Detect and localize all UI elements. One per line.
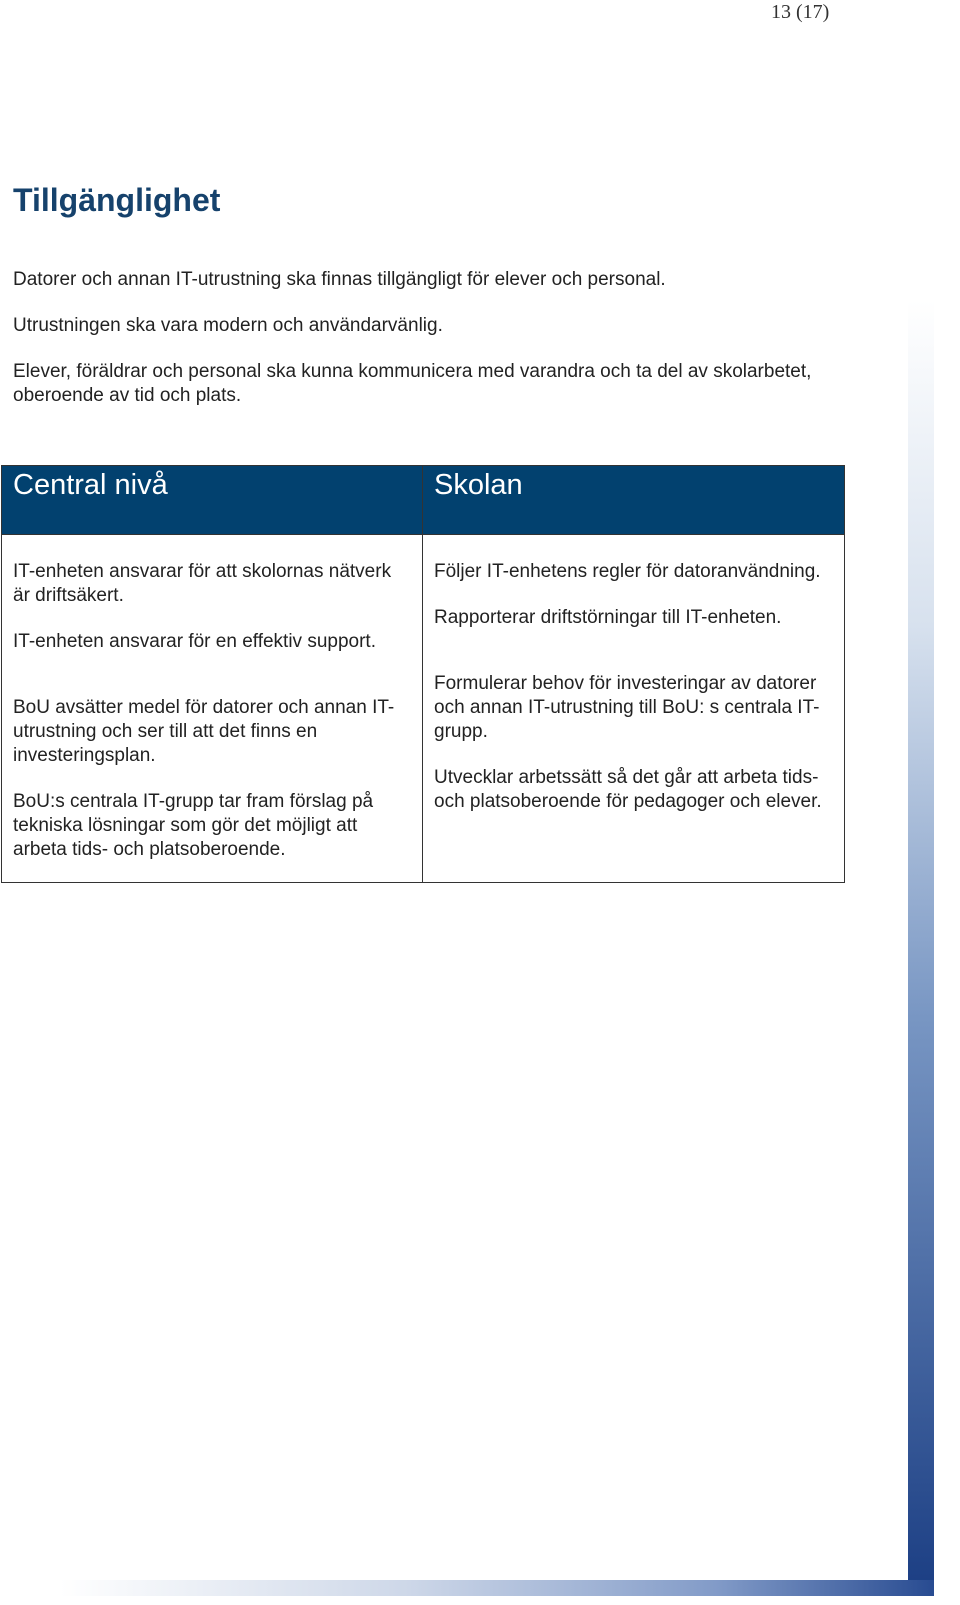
decorative-bottom-margin <box>0 1596 960 1605</box>
intro-paragraph: Elever, föräldrar och personal ska kunna kommunicera med varandra och ta del av skolarbetet, oberoende av tid och plats. <box>13 361 812 406</box>
responsibility-table <box>1 465 845 883</box>
page-number: 13 (17) <box>771 1 830 23</box>
decorative-edge-margin <box>934 300 960 1605</box>
table-header-school: Skolan <box>423 466 845 535</box>
intro-paragraph: Utrustningen ska vara modern och användarvänlig. <box>13 315 443 336</box>
cell-paragraph: Utvecklar arbetssätt så det går att arbeta tids- och platsoberoende för pedagoger och elever. <box>434 767 822 812</box>
table-header-central: Central nivå <box>2 466 423 535</box>
cell-paragraph: Följer IT-enhetens regler för datoranvändning. <box>434 561 821 582</box>
cell-paragraph: Formulerar behov för investeringar av datorer och annan IT-utrustning till BoU: s centrala IT-grupp. <box>434 673 820 742</box>
cell-paragraph: IT-enheten ansvarar för att skolornas nätverk är driftsäkert. <box>13 561 392 606</box>
section-title: Tillgänglighet <box>13 182 221 218</box>
cell-paragraph: BoU:s centrala IT-grupp tar fram förslag på tekniska lösningar som gör det möjligt att arbeta tids- och platsoberoende. <box>13 791 374 860</box>
table-cell-school <box>423 535 845 883</box>
table-row <box>2 535 845 883</box>
table-cell-central <box>2 535 423 883</box>
intro-text <box>13 268 813 430</box>
intro-paragraph: Datorer och annan IT-utrustning ska finnas tillgängligt för elever och personal. <box>13 269 666 290</box>
cell-paragraph: IT-enheten ansvarar för en effektiv support. <box>13 631 376 652</box>
cell-paragraph: Rapporterar driftstörningar till IT-enheten. <box>434 607 782 628</box>
cell-paragraph: BoU avsätter medel för datorer och annan IT-utrustning och ser till att det finns en investeringsplan. <box>13 697 395 766</box>
table-header-row <box>2 466 845 535</box>
